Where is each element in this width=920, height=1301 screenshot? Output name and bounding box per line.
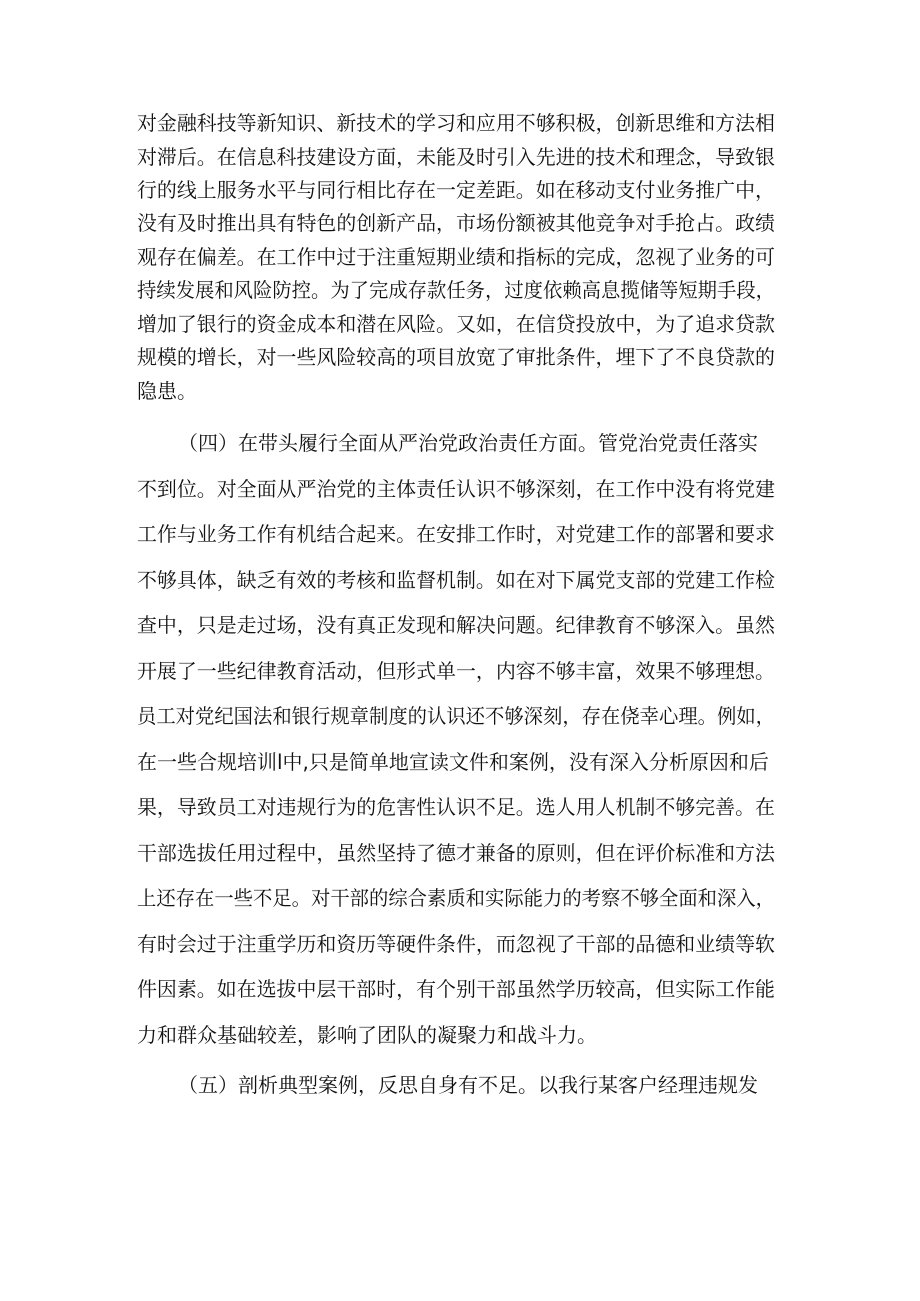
- text-line: 行的线上服务水平与同行相比存在一定差距。如在移动支付业务推广中，: [137, 178, 775, 202]
- text-line: 不到位。对全面从严治党的主体责任认识不够深刻，在工作中没有将党建: [137, 477, 775, 501]
- text-line: 工作与业务工作有机结合起来。在安排工作时，对党建工作的部署和要求: [137, 522, 775, 546]
- text-line: 增加了银行的资金成本和潜在风险。又如，在信贷投放中，为了追求贷款: [137, 312, 775, 336]
- text-line: 开展了一些纪律教育活动，但形式单一，内容不够丰富，效果不够理想。: [137, 659, 775, 683]
- text-line: 隐患。: [137, 379, 197, 403]
- text-line: 果，导致员工对违规行为的危害性认识不足。选人用人机制不够完善。在: [137, 795, 775, 819]
- text-line: 在一些合规培训l中,只是简单地宣读文件和案例，没有深入分析原因和后: [137, 750, 769, 774]
- text-line: 观存在偏差。在工作中过于注重短期业绩和指标的完成，忽视了业务的可: [137, 245, 775, 269]
- text-line: 持续发展和风险防控。为了完成存款任务，过度依赖高息揽储等短期手段，: [137, 278, 775, 302]
- section-heading-line: （四）在带头履行全面从严治党政治责任方面。管党治党责任落实: [178, 431, 758, 455]
- text-line: 没有及时推出具有特色的创新产品，市场份额被其他竞争对手抢占。政绩: [137, 211, 775, 235]
- text-line: 力和群众基础较差，影响了团队的凝聚力和战斗力。: [137, 1023, 597, 1047]
- text-line: 规模的增长，对一些风险较高的项目放宽了审批条件，埋下了不良贷款的: [137, 345, 775, 369]
- text-line: 有时会过于注重学历和资历等硬件条件，而忽视了干部的品德和业绩等软: [137, 932, 775, 956]
- text-line: 不够具体，缺乏有效的考核和监督机制。如在对下属党支部的党建工作检: [137, 568, 775, 592]
- text-line: 对金融科技等新知识、新技术的学习和应用不够积极，创新思维和方法相: [137, 111, 775, 135]
- text-line: 员工对党纪国法和银行规章制度的认识还不够深刻，存在侥幸心理。例如，: [137, 704, 775, 728]
- text-line: 上还存在一些不足。对干部的综合素质和实际能力的考察不够全面和深入，: [137, 886, 775, 910]
- text-line: 对滞后。在信息科技建设方面，未能及时引入先进的技术和理念，导致银: [137, 145, 775, 169]
- section-heading-line: （五）剖析典型案例，反思自身有不足。以我行某客户经理违规发: [178, 1073, 758, 1097]
- text-line: 件因素。如在选拔中层干部时，有个别干部虽然学历较高，但实际工作能: [137, 977, 775, 1001]
- text-line: 查中，只是走过场，没有真正发现和解决问题。纪律教育不够深入。虽然: [137, 613, 775, 637]
- text-line: 干部选拔任用过程中，虽然坚持了德才兼备的原则，但在评价标准和方法: [137, 841, 775, 865]
